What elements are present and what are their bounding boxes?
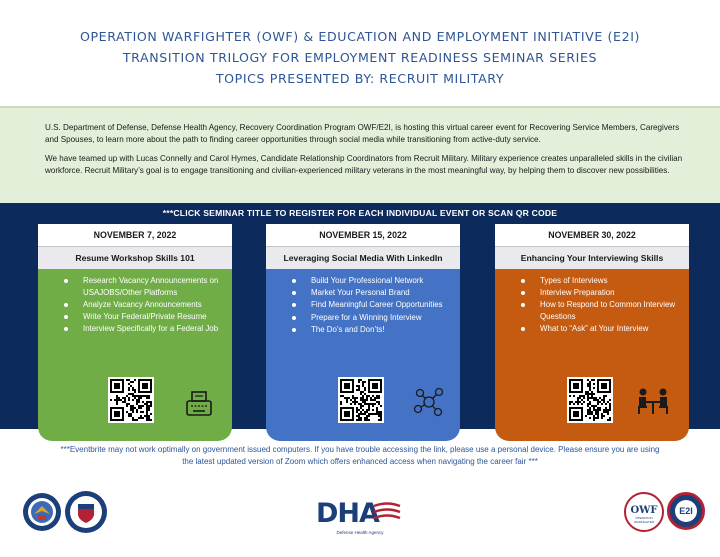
- network-icon: [412, 385, 446, 419]
- seminar-card-interviewing: [495, 224, 689, 441]
- topic-list: [58, 275, 224, 335]
- owf-logo: [624, 492, 664, 532]
- intro-paragraph-1: U.S. Department of Defense, Defense Health Agency, Recovery Coordination Program OWF/E2I, is hosting this virtual career event for Recovering Service Members, Caregivers and Spouses, to learn more about the path to finding career opportunities through social media while transitioning from active-duty service.: [45, 123, 680, 145]
- topic-list: [515, 275, 681, 335]
- owf-logo-text: OWF: [630, 505, 658, 516]
- dha-logo-text: DHA: [316, 498, 379, 529]
- footnote: ***Eventbrite may not work optimally on government issued computers. If you have trouble accessing the link, please use a personal device. Please ensure you are using the latest updated version of Zoom which offers enhanced access when navigating the career fair ***: [60, 445, 660, 467]
- topic-list: [286, 275, 452, 335]
- topic-item: Find Meaningful Career Opportunities: [286, 299, 452, 311]
- dod-seal-logo: [22, 492, 62, 532]
- seminar-card-resume: [38, 224, 232, 441]
- seminar-card-linkedin: [266, 224, 460, 441]
- qr-code[interactable]: [108, 377, 154, 423]
- header-title-line-2: TRANSITION TRILOGY FOR EMPLOYMENT READINESS SEMINAR SERIES: [122, 50, 598, 65]
- dha-seal-logo: [64, 490, 108, 534]
- seminar-date: NOVEMBER 30, 2022: [495, 224, 689, 246]
- intro-section: [0, 106, 720, 203]
- seminar-date: NOVEMBER 15, 2022: [266, 224, 460, 246]
- header-title-line-1: OPERATION WARFIGHTER (OWF) & EDUCATION AND EMPLOYMENT INITIATIVE (E2I): [79, 29, 641, 44]
- topic-item: Prepare for a Winning Interview: [286, 312, 452, 324]
- topic-item: Analyze Vacancy Announcements: [58, 299, 224, 311]
- seminar-date: NOVEMBER 7, 2022: [38, 224, 232, 246]
- header-title-line-3: TOPICS PRESENTED BY: RECRUIT MILITARY: [215, 71, 505, 86]
- seminar-title-link-interviewing[interactable]: Enhancing Your Interviewing Skills: [495, 246, 689, 269]
- owf-logo-subtitle: OPERATION WARFIGHTER: [633, 516, 655, 524]
- topic-item: Market Your Personal Brand: [286, 287, 452, 299]
- typewriter-icon: [184, 389, 214, 419]
- e2i-logo-text: E2I: [679, 506, 693, 516]
- seminar-band: [0, 203, 720, 429]
- intro-paragraph-2: We have teamed up with Lucas Connelly and Carol Hymes, Candidate Relationship Coordinators from Recruit Military. Military experience creates unparalleled skills in the civilian workforce. Recruit Military’s goal is to engage transitioning and civilian-experienced military veterans in the most meaningful way, by helping them to discover new possibilities.: [45, 153, 683, 175]
- seminar-topics-panel: [266, 269, 460, 441]
- seminar-title-link-resume[interactable]: Resume Workshop Skills 101: [38, 246, 232, 269]
- dha-logo: [316, 500, 404, 538]
- qr-code[interactable]: [338, 377, 384, 423]
- topic-item: What to “Ask” at Your Interview: [515, 323, 681, 335]
- topic-item: Interview Preparation: [515, 287, 681, 299]
- topic-item: How to Respond to Common Interview Questions: [515, 299, 681, 322]
- register-instruction: ***CLICK SEMINAR TITLE TO REGISTER FOR EACH INDIVIDUAL EVENT OR SCAN QR CODE: [162, 208, 558, 218]
- topic-item: Interview Specifically for a Federal Job: [58, 323, 224, 335]
- seminar-topics-panel: [495, 269, 689, 441]
- flag-stripes-icon: [372, 502, 402, 524]
- e2i-logo: [667, 492, 705, 530]
- page-header: [0, 0, 720, 104]
- topic-item: Build Your Professional Network: [286, 275, 452, 287]
- topic-item: Types of Interviews: [515, 275, 681, 287]
- seminar-topics-panel: [38, 269, 232, 441]
- dha-logo-subtitle: Defense Health Agency: [336, 530, 384, 535]
- interview-icon: [635, 386, 671, 416]
- topic-item: Write Your Federal/Private Resume: [58, 311, 224, 323]
- topic-item: The Do’s and Don’ts!: [286, 324, 452, 336]
- qr-code[interactable]: [567, 377, 613, 423]
- seminar-title-link-linkedin[interactable]: Leveraging Social Media With LinkedIn: [266, 246, 460, 269]
- topic-item: Research Vacancy Announcements on USAJOBS/Other Platforms: [58, 275, 224, 298]
